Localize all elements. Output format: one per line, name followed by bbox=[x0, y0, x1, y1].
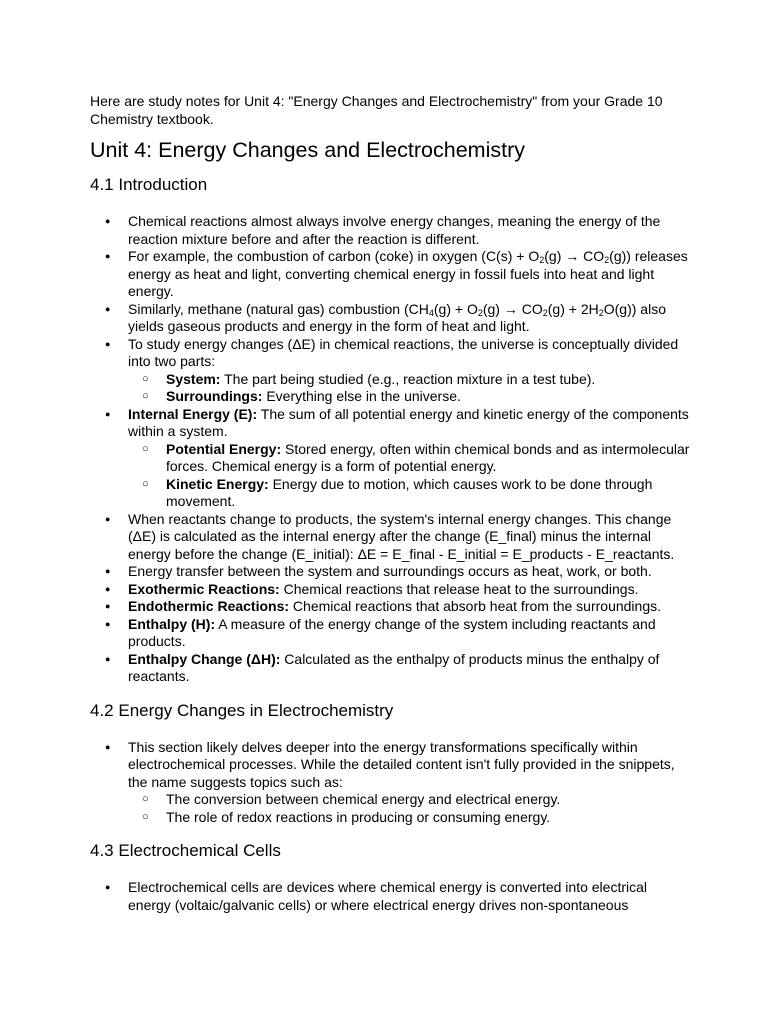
list-item bbox=[90, 581, 690, 599]
definition: Chemical reactions that absorb heat from the surroundings. bbox=[289, 598, 662, 614]
bullet-text: Electrochemical cells are devices where chemical energy is converted into electrical energy (voltaic/galvanic cells) or where electrical energy drives non-spontaneous bbox=[128, 879, 648, 913]
term: Kinetic Energy: bbox=[166, 475, 269, 492]
term: Surroundings: bbox=[166, 388, 263, 404]
list-item bbox=[90, 879, 690, 914]
list-item bbox=[90, 336, 690, 406]
list-item bbox=[90, 406, 690, 511]
intro-text: Here are study notes for Unit 4: "Energy Changes and Electrochemistry" from your Grade 10 Chemistry textbook. bbox=[90, 93, 663, 127]
sub-list-item: ○ The conversion between chemical energy and electrical energy. bbox=[128, 791, 690, 809]
section-4-2-list bbox=[90, 739, 690, 827]
section-4-1-list bbox=[90, 213, 690, 686]
definition: The sum of all potential energy and kinetic energy of the components within a system. bbox=[128, 405, 689, 439]
term: Exothermic Reactions: bbox=[128, 580, 280, 597]
list-item bbox=[90, 598, 690, 616]
list-item bbox=[90, 616, 690, 651]
list-item bbox=[90, 563, 690, 581]
sub-list-item bbox=[128, 476, 690, 511]
definition: Chemical reactions that release heat to the surroundings. bbox=[279, 580, 639, 597]
list-item bbox=[90, 739, 690, 827]
list-item bbox=[90, 651, 690, 686]
sub-list bbox=[128, 371, 690, 406]
term: Internal Energy (E): bbox=[128, 405, 258, 422]
definition: A measure of the energy change of the system including reactants and products. bbox=[128, 615, 656, 649]
bullet-text: Energy transfer between the system and surroundings occurs as heat, work, or both. bbox=[128, 563, 652, 579]
section-heading-4-2: 4.2 Energy Changes in Electrochemistry bbox=[90, 700, 394, 720]
definition: The part being studied (e.g., reaction mixture in a test tube). bbox=[220, 370, 596, 387]
sub-list bbox=[128, 441, 690, 511]
bullet-text: This section likely delves deeper into the energy transformations specifically within electrochemical processes. While the detailed content isn't fully provided in the snippets, the name suggests topics such as: bbox=[128, 738, 675, 790]
document-page bbox=[90, 93, 690, 914]
list-item bbox=[90, 301, 690, 336]
sub-list-item bbox=[128, 441, 690, 476]
section-heading-4-3: 4.3 Electrochemical Cells bbox=[90, 841, 281, 860]
term: Endothermic Reactions: bbox=[128, 598, 290, 614]
bullet-text: When reactants change to products, the system's internal energy changes. This change (ΔE) is calculated as the internal energy after the change (E_final) minus the internal energy before the change (E_initial): ΔE = E_final - E_initial = E_products - E_reactants. bbox=[128, 510, 675, 562]
definition: Stored energy, often within chemical bonds and as intermolecular forces. Chemical energy is a form of potential energy. bbox=[166, 440, 690, 474]
sub-list-item bbox=[128, 371, 690, 389]
bullet-text: For example, the combustion of carbon (coke) in oxygen $(C(s) + O_2(g) \to CO_2(g))$ releases energy as heat and light, converting chemical energy in fossil fuels into heat and light energy. bbox=[128, 248, 688, 299]
bullet-text: Chemical reactions almost always involve energy changes, meaning the energy of the reaction mixture before and after the reaction is different. bbox=[128, 213, 661, 247]
definition: Energy due to motion, which causes work to be done through movement. bbox=[166, 475, 653, 509]
list-item bbox=[90, 213, 690, 248]
term: Enthalpy (H): bbox=[128, 615, 216, 632]
definition: Calculated as the enthalpy of products minus the enthalpy of reactants. bbox=[128, 650, 660, 684]
sub-list bbox=[128, 791, 690, 826]
sub-list-item: ○ The role of redox reactions in producing or consuming energy. bbox=[128, 809, 690, 827]
page-title: Unit 4: Energy Changes and Electrochemistry bbox=[90, 138, 525, 162]
term: Potential Energy: bbox=[166, 440, 282, 457]
section-4-3-list bbox=[90, 879, 690, 914]
term: System: bbox=[166, 370, 221, 387]
sub-list-item bbox=[128, 388, 690, 406]
section-heading-4-1: 4.1 Introduction bbox=[90, 175, 208, 194]
bullet-text: Similarly, methane (natural gas) combustion $(CH_4(g) + O_2(g) \to CO_2(g) + 2H_2O(g))$ also yields gaseous products and energy in the form of heat and light. bbox=[128, 300, 666, 334]
term: Enthalpy Change (ΔH): bbox=[128, 650, 281, 667]
list-item bbox=[90, 248, 690, 301]
bullet-text: To study energy changes (ΔE) in chemical reactions, the universe is conceptually divided into two parts: bbox=[128, 335, 679, 369]
definition: Everything else in the universe. bbox=[262, 388, 461, 404]
list-item bbox=[90, 511, 690, 564]
